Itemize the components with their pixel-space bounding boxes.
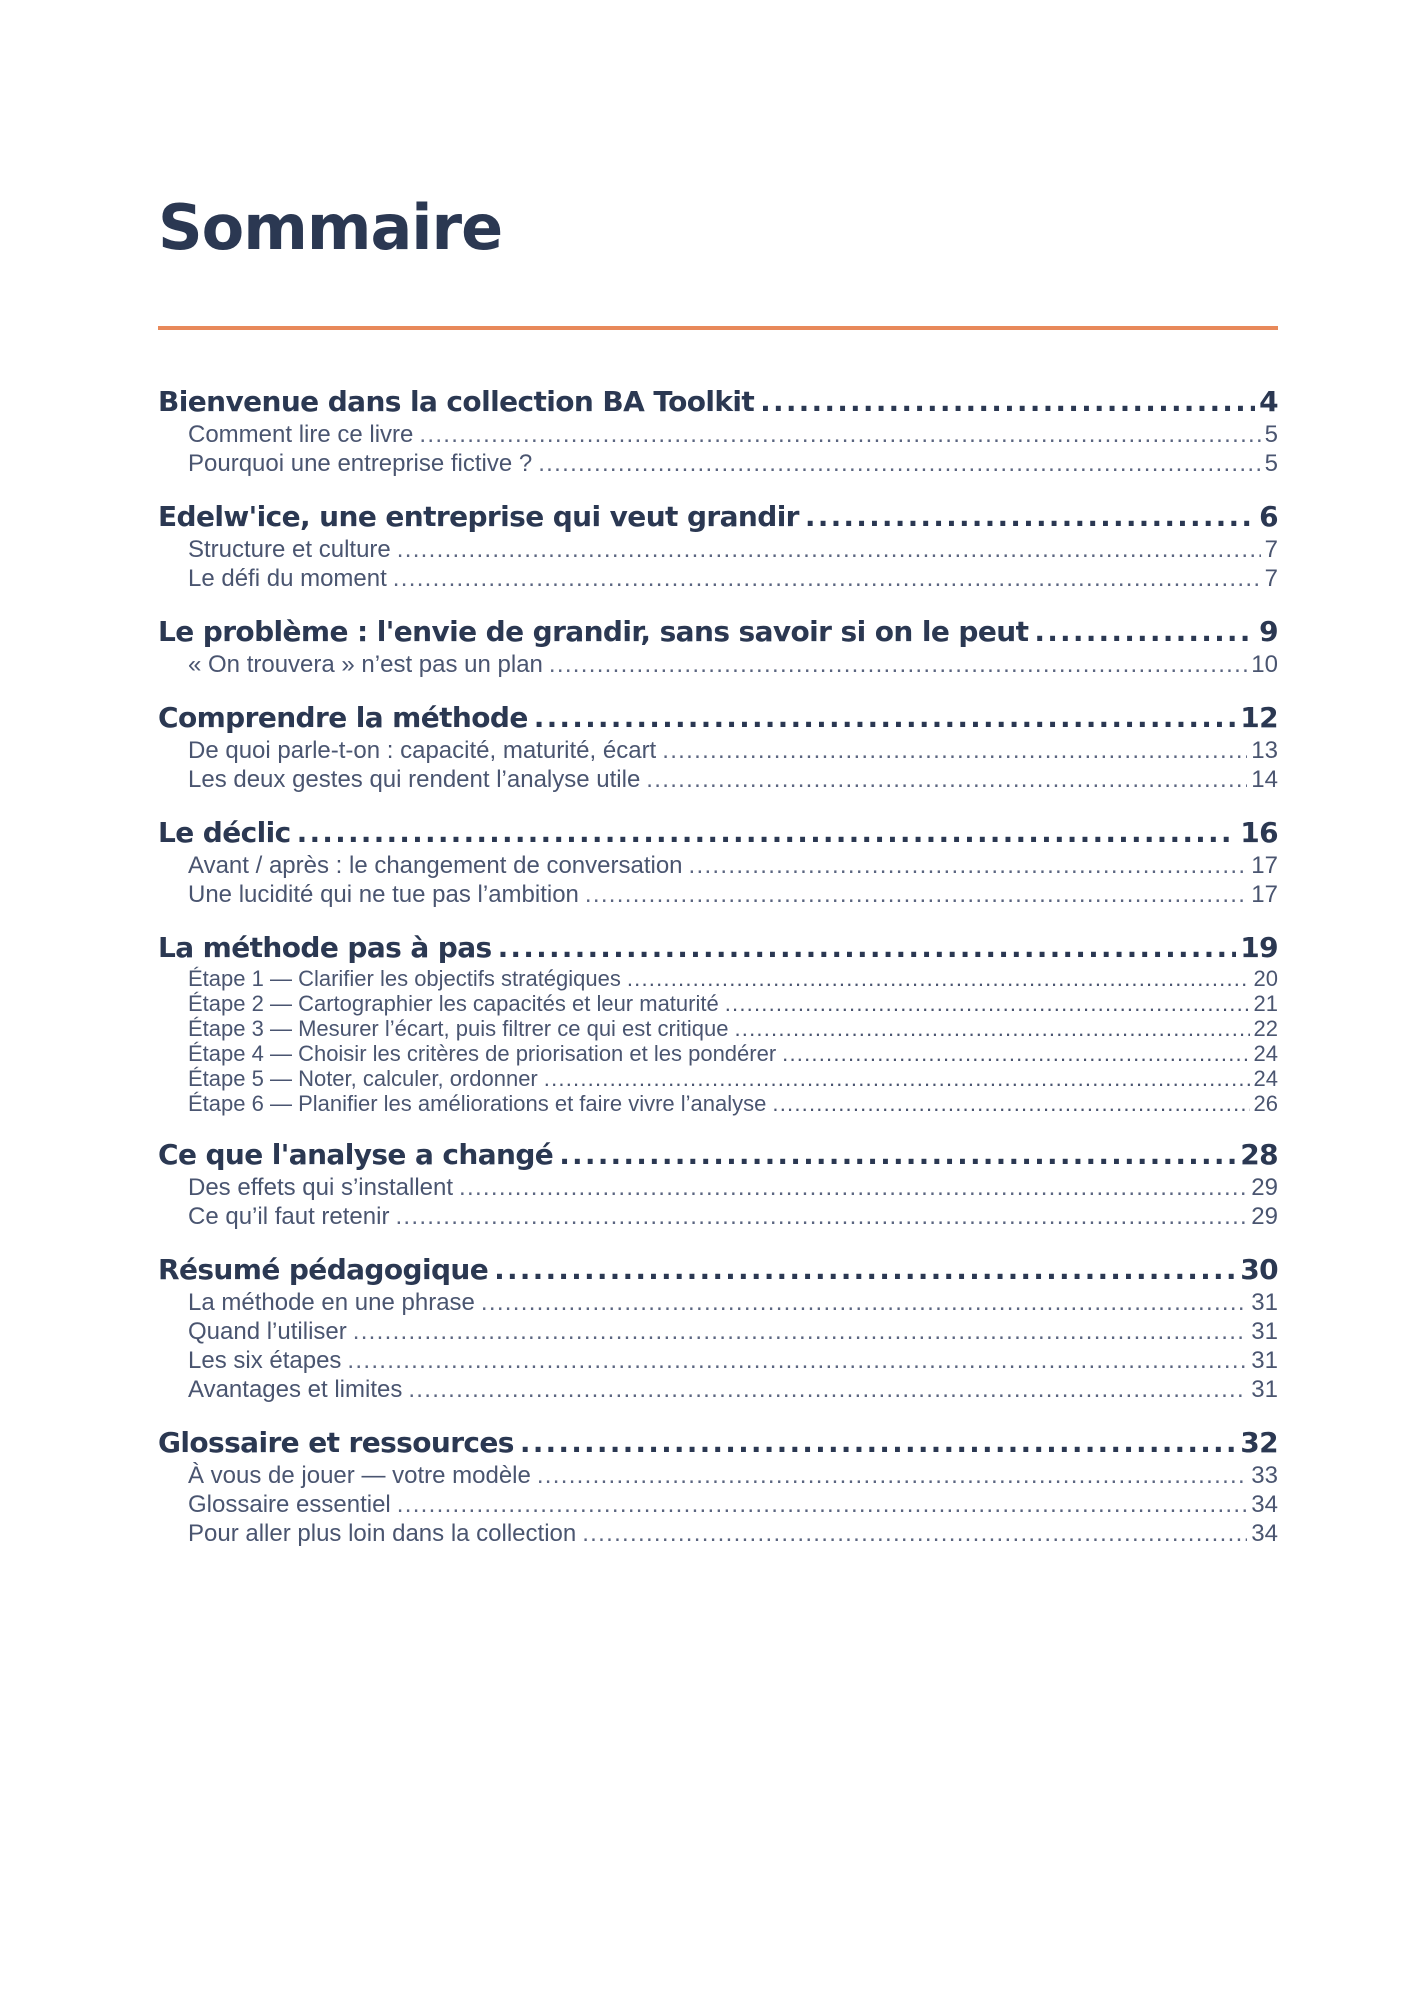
toc-section-title: Avant / après : le changement de conversation [188, 852, 683, 879]
toc-page-number: 29 [1251, 1203, 1278, 1230]
toc-page-number: 24 [1253, 1066, 1278, 1091]
toc-chapter-entry[interactable] [158, 815, 1278, 851]
toc-section-title: Le défi du moment [188, 565, 387, 592]
toc-section-entry[interactable] [158, 1317, 1278, 1346]
toc-chapter-title: Le déclic [158, 816, 291, 849]
toc-page-number: 34 [1251, 1520, 1278, 1547]
dot-leader [585, 880, 1247, 909]
toc-section-title: Des effets qui s’installent [188, 1174, 454, 1201]
dot-leader [537, 1461, 1247, 1490]
toc-chapter-title: Glossaire et ressources [158, 1426, 514, 1459]
toc-section-title: Glossaire essentiel [188, 1491, 391, 1518]
toc-page-number: 30 [1240, 1253, 1278, 1286]
toc-page-number: 4 [1259, 385, 1278, 418]
dot-leader [520, 1425, 1236, 1461]
toc-chapter-entry[interactable] [158, 384, 1278, 420]
toc-section-entry[interactable] [158, 1375, 1278, 1404]
toc-page-number: 5 [1264, 421, 1278, 448]
toc-chapter-entry[interactable] [158, 700, 1278, 736]
dot-leader [627, 966, 1250, 991]
toc-step-entry[interactable] [158, 966, 1278, 991]
title-divider [158, 326, 1278, 330]
toc-page-number: 5 [1264, 450, 1278, 477]
toc-section-entry[interactable] [158, 1490, 1278, 1519]
toc-section-title: « On trouvera » n’est pas un plan [188, 651, 543, 678]
toc-chapter-title: Résumé pédagogique [158, 1253, 489, 1286]
dot-leader [393, 564, 1261, 593]
toc-page-number: 7 [1264, 565, 1278, 592]
toc-chapter-entry[interactable] [158, 499, 1278, 535]
toc-section-title: Avantages et limites [188, 1376, 403, 1403]
toc-step-title: Étape 1 — Clarifier les objectifs stratégiques [188, 966, 621, 991]
dot-leader [782, 1041, 1249, 1066]
toc-page-number: 14 [1251, 766, 1278, 793]
dot-leader [395, 1202, 1247, 1231]
toc-section-title: Les six étapes [188, 1347, 342, 1374]
dot-leader [760, 384, 1255, 420]
toc-section-entry[interactable] [158, 650, 1278, 679]
dot-leader [408, 1375, 1247, 1404]
toc-step-title: Étape 3 — Mesurer l’écart, puis filtrer ce qui est critique [188, 1016, 729, 1041]
toc-step-title: Étape 5 — Noter, calculer, ordonner [188, 1066, 538, 1091]
toc-section-entry[interactable] [158, 1461, 1278, 1490]
toc-chapter-entry[interactable] [158, 614, 1278, 650]
toc-page-number: 10 [1251, 651, 1278, 678]
toc-chapter-title: Bienvenue dans la collection BA Toolkit [158, 385, 755, 418]
toc-chapter [158, 930, 1278, 1116]
toc-page-number: 33 [1251, 1462, 1278, 1489]
toc-page-number: 29 [1251, 1174, 1278, 1201]
toc-section-entry[interactable] [158, 449, 1278, 478]
toc-chapter [158, 1137, 1278, 1231]
toc-page-number: 31 [1251, 1289, 1278, 1316]
toc-chapter [158, 1425, 1278, 1548]
toc-section-entry[interactable] [158, 564, 1278, 593]
dot-leader [459, 1173, 1247, 1202]
dot-leader [734, 1016, 1249, 1041]
dot-leader [494, 1252, 1236, 1288]
dot-leader [559, 1137, 1236, 1173]
toc-chapter-title: Comprendre la méthode [158, 701, 528, 734]
toc-chapter [158, 614, 1278, 679]
toc-page-number: 24 [1253, 1041, 1278, 1066]
toc-section-entry[interactable] [158, 765, 1278, 794]
dot-leader [725, 991, 1250, 1016]
toc-section-title: Pour aller plus loin dans la collection [188, 1520, 577, 1547]
toc-section-title: À vous de jouer — votre modèle [188, 1462, 531, 1489]
toc-page-number: 31 [1251, 1347, 1278, 1374]
toc-chapter [158, 700, 1278, 794]
toc-section-title: Comment lire ce livre [188, 421, 414, 448]
toc-page-number: 19 [1240, 931, 1278, 964]
dot-leader [538, 449, 1260, 478]
toc-section-title: Quand l’utiliser [188, 1318, 347, 1345]
dot-leader [1034, 614, 1255, 650]
toc-page-number: 7 [1264, 536, 1278, 563]
toc-chapter-entry[interactable] [158, 1252, 1278, 1288]
dot-leader [353, 1317, 1248, 1346]
table-of-contents [158, 384, 1278, 1548]
dot-leader [582, 1519, 1247, 1548]
toc-section-title: Une lucidité qui ne tue pas l’ambition [188, 881, 579, 908]
toc-section-entry[interactable] [158, 535, 1278, 564]
toc-section-title: Les deux gestes qui rendent l’analyse utile [188, 766, 641, 793]
toc-chapter [158, 815, 1278, 909]
dot-leader [662, 736, 1247, 765]
toc-section-entry[interactable] [158, 420, 1278, 449]
dot-leader [549, 650, 1247, 679]
toc-chapter-title: Le problème : l'envie de grandir, sans savoir si on le peut [158, 615, 1029, 648]
dot-leader [498, 930, 1237, 966]
dot-leader [397, 1490, 1248, 1519]
toc-section-title: De quoi parle-t-on : capacité, maturité, écart [188, 737, 657, 764]
toc-step-entry[interactable] [158, 1016, 1278, 1041]
toc-section-entry[interactable] [158, 1173, 1278, 1202]
toc-page-number: 21 [1253, 991, 1278, 1016]
toc-step-entry[interactable] [158, 991, 1278, 1016]
dot-leader [419, 420, 1260, 449]
toc-section-title: Structure et culture [188, 536, 391, 563]
dot-leader [297, 815, 1237, 851]
toc-chapter [158, 499, 1278, 593]
toc-page-number: 20 [1253, 966, 1278, 991]
toc-page-number: 31 [1251, 1376, 1278, 1403]
toc-page-number: 9 [1259, 615, 1278, 648]
dot-leader [481, 1288, 1247, 1317]
dot-leader [347, 1346, 1247, 1375]
toc-section-entry[interactable] [158, 1346, 1278, 1375]
toc-page-number: 13 [1251, 737, 1278, 764]
toc-section-entry[interactable] [158, 851, 1278, 880]
toc-page-number: 32 [1240, 1426, 1278, 1459]
toc-section-entry[interactable] [158, 1519, 1278, 1548]
page-title: Sommaire [158, 191, 503, 264]
dot-leader [646, 765, 1247, 794]
toc-chapter-title: Edelw'ice, une entreprise qui veut grandir [158, 500, 799, 533]
toc-page-number: 12 [1240, 701, 1278, 734]
toc-page-number: 28 [1240, 1138, 1278, 1171]
dot-leader [397, 535, 1261, 564]
toc-chapter-entry[interactable] [158, 1137, 1278, 1173]
toc-step-title: Étape 2 — Cartographier les capacités et leur maturité [188, 991, 719, 1016]
toc-section-entry[interactable] [158, 1288, 1278, 1317]
toc-chapter [158, 1252, 1278, 1404]
toc-chapter-entry[interactable] [158, 930, 1278, 966]
toc-page-number: 31 [1251, 1318, 1278, 1345]
toc-chapter-title: Ce que l'analyse a changé [158, 1138, 554, 1171]
toc-page-number: 17 [1251, 881, 1278, 908]
dot-leader [544, 1066, 1250, 1091]
toc-step-entry[interactable] [158, 1091, 1278, 1116]
toc-page-number: 34 [1251, 1491, 1278, 1518]
toc-chapter-entry[interactable] [158, 1425, 1278, 1461]
toc-step-entry[interactable] [158, 1066, 1278, 1091]
toc-step-title: Étape 6 — Planifier les améliorations et faire vivre l’analyse [188, 1091, 767, 1116]
toc-chapter [158, 384, 1278, 478]
toc-section-entry[interactable] [158, 736, 1278, 765]
dot-leader [772, 1091, 1249, 1116]
dot-leader [689, 851, 1248, 880]
toc-section-title: Ce qu’il faut retenir [188, 1203, 390, 1230]
toc-section-entry[interactable] [158, 880, 1278, 909]
toc-step-entry[interactable] [158, 1041, 1278, 1066]
dot-leader [534, 700, 1237, 736]
dot-leader [805, 499, 1255, 535]
toc-section-entry[interactable] [158, 1202, 1278, 1231]
toc-section-title: La méthode en une phrase [188, 1289, 475, 1316]
toc-page-number: 26 [1253, 1091, 1278, 1116]
toc-page-number: 16 [1240, 816, 1278, 849]
toc-chapter-title: La méthode pas à pas [158, 931, 492, 964]
toc-section-title: Pourquoi une entreprise fictive ? [188, 450, 533, 477]
toc-page-number: 22 [1253, 1016, 1278, 1041]
toc-page-number: 17 [1251, 852, 1278, 879]
toc-page-number: 6 [1259, 500, 1278, 533]
toc-step-title: Étape 4 — Choisir les critères de priorisation et les pondérer [188, 1041, 777, 1066]
